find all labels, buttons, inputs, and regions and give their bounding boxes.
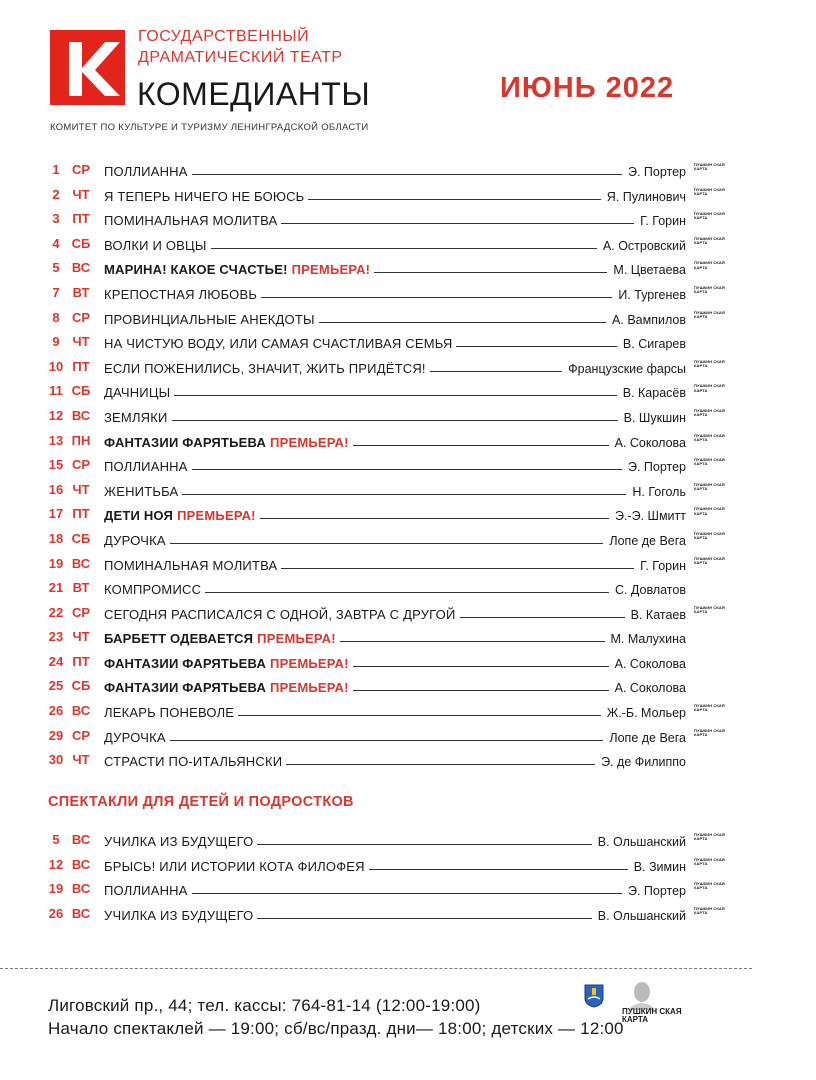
leader-line [260, 518, 609, 519]
row-title: УЧИЛКА ИЗ БУДУЩЕГО [104, 834, 254, 849]
row-title: ЕСЛИ ПОЖЕНИЛИСЬ, ЗНАЧИТ, ЖИТЬ ПРИДЁТСЯ! [104, 360, 426, 376]
row-author: Лопе де Вега [609, 533, 686, 548]
row-day: 26 [48, 703, 64, 719]
pushkin-card-icon: ПУШКИН СКАЯ КАРТА [694, 727, 725, 737]
pushkin-card-icon: ПУШКИН СКАЯ КАРТА [694, 162, 725, 172]
coat-of-arms-icon [584, 984, 604, 1008]
row-author: М. Малухина [610, 632, 686, 647]
row-title: ПОЛЛИАННА [104, 164, 188, 179]
row-author: Французские фарсы [568, 361, 686, 376]
row-weekday: СБ [71, 383, 91, 399]
row-line [104, 856, 686, 874]
row-title: ДУРОЧКА [104, 729, 166, 745]
premiere-badge: ПРЕМЬЕРА! [177, 508, 256, 524]
pushkin-card-logo-label: ПУШКИН СКАЯ КАРТА [622, 1007, 682, 1024]
leader-line [281, 568, 634, 569]
row-weekday: ВС [71, 832, 91, 847]
pushkin-card-icon: ПУШКИН СКАЯ КАРТА [694, 506, 725, 516]
schedule-row [0, 478, 816, 503]
row-author: И. Тургенев [618, 287, 686, 302]
row-line [104, 628, 686, 646]
premiere-badge: ПРЕМЬЕРА! [270, 680, 349, 696]
row-author: Э.-Э. Шмитт [614, 509, 686, 524]
row-author: Н. Гоголь [632, 484, 686, 499]
row-line [104, 579, 686, 597]
pushkin-card-icon: ПУШКИН СКАЯ КАРТА [694, 309, 725, 319]
row-author: В. Катаев [630, 607, 686, 622]
schedule-row [0, 699, 816, 724]
row-line [104, 751, 686, 769]
row-day: 23 [48, 629, 64, 645]
committee-caption: КОМИТЕТ ПО КУЛЬТУРЕ И ТУРИЗМУ ЛЕНИНГРАДСКОЙ ОБЛАСТИ [50, 122, 369, 133]
kids-section-heading: СПЕКТАКЛИ ДЛЯ ДЕТЕЙ И ПОДРОСТКОВ [48, 794, 354, 810]
row-day: 19 [48, 555, 64, 571]
row-day: 24 [48, 653, 64, 669]
row-day: 4 [52, 235, 60, 251]
row-day: 1 [52, 162, 60, 177]
row-title: СЕГОДНЯ РАСПИСАЛСЯ С ОДНОЙ, ЗАВТРА С ДРУГОЙ [104, 606, 456, 622]
row-day: 8 [52, 309, 60, 325]
address-line: Лиговский пр., 44; тел. кассы: 764-81-14 (12:00-19:00) [48, 996, 481, 1015]
theatre-name: КОМЕДИАНТЫ [137, 76, 371, 112]
row-author: Э. Портер [627, 884, 686, 899]
row-author: Г. Горин [640, 558, 686, 573]
leader-line [353, 445, 609, 446]
row-line [104, 235, 686, 253]
row-author: А. Островский [602, 238, 686, 253]
schedule-row [0, 625, 816, 650]
row-day: 19 [48, 881, 64, 897]
kids-schedule-list [0, 828, 816, 926]
pushkin-card-icon: ПУШКИН СКАЯ КАРТА [694, 530, 725, 541]
leader-line [261, 297, 612, 298]
pushkin-card-icon: ПУШКИН СКАЯ КАРТА [694, 407, 725, 418]
row-weekday: СР [71, 457, 91, 473]
premiere-badge: ПРЕМЬЕРА! [257, 631, 336, 647]
row-title: ДАЧНИЦЫ [104, 385, 171, 401]
dashed-divider [0, 968, 752, 969]
row-day: 18 [48, 530, 64, 546]
row-title: ПОЛЛИАННА [104, 459, 188, 475]
row-line [104, 604, 686, 622]
row-author: В. Ольшанский [597, 835, 686, 849]
row-author: Лопе де Вега [609, 730, 686, 745]
row-day: 22 [48, 604, 64, 620]
leader-line [353, 666, 609, 667]
pushkin-card-icon: ПУШКИН СКАЯ КАРТА [694, 457, 725, 467]
row-weekday: СР [71, 727, 91, 743]
start-times-line: Начало спектаклей — 19:00; сб/вс/празд. дни— 18:00; детских — 12:00 [48, 1019, 624, 1038]
schedule-row [0, 256, 816, 281]
leader-line [192, 469, 622, 470]
pushkin-card-icon: ПУШКИН СКАЯ КАРТА [694, 604, 725, 614]
premiere-badge: ПРЕМЬЕРА! [270, 434, 349, 450]
row-weekday: СБ [71, 678, 91, 694]
row-day: 3 [52, 211, 60, 227]
schedule-row [0, 306, 816, 331]
row-line [104, 284, 686, 302]
theatre-logo [50, 30, 125, 105]
row-author: А. Соколова [614, 656, 686, 671]
pushkin-card-icon: ПУШКИН СКАЯ КАРТА [694, 832, 725, 842]
schedule-row [0, 552, 816, 577]
row-line [104, 880, 686, 898]
pushkin-card-icon: ПУШКИН СКАЯ КАРТА [694, 905, 725, 916]
schedule-row [0, 650, 816, 675]
schedule-row [0, 902, 816, 927]
row-line [104, 259, 686, 277]
row-weekday: ПТ [72, 358, 90, 374]
leader-line [430, 371, 562, 372]
row-line [104, 210, 686, 228]
row-day: 5 [52, 832, 60, 847]
row-weekday: СР [71, 604, 91, 620]
row-day: 17 [48, 506, 64, 522]
leader-line [308, 199, 600, 200]
pushkin-card-icon: ПУШКИН СКАЯ КАРТА [694, 186, 725, 196]
row-weekday: ПТ [72, 506, 90, 522]
row-line [104, 702, 686, 720]
row-day: 13 [48, 432, 64, 448]
row-line [104, 481, 686, 499]
row-author: М. Цветаева [613, 263, 686, 278]
row-weekday: ВС [71, 555, 91, 571]
schedule-row [0, 877, 816, 902]
pushkin-card-icon: ПУШКИН СКАЯ КАРТА [694, 211, 725, 221]
row-day: 2 [52, 186, 60, 202]
pushkin-card-icon: ПУШКИН СКАЯ КАРТА [694, 260, 725, 270]
row-title: НА ЧИСТУЮ ВОДУ, ИЛИ САМАЯ СЧАСТЛИВАЯ СЕМЬЯ [104, 336, 453, 352]
pushkin-card-logo [622, 980, 684, 1032]
row-title: ПРОВИНЦИАЛЬНЫЕ АНЕКДОТЫ [104, 311, 315, 327]
row-weekday: ПТ [72, 653, 90, 669]
leader-line [374, 272, 607, 273]
row-weekday: ПТ [72, 211, 90, 227]
schedule-row [0, 748, 816, 773]
leader-line [286, 764, 595, 765]
row-line [104, 831, 686, 849]
row-line [104, 358, 686, 376]
row-day: 12 [48, 856, 64, 872]
row-author: В. Ольшанский [597, 908, 686, 923]
row-author: А. Соколова [614, 435, 686, 450]
row-line [104, 677, 686, 695]
row-weekday: ВС [71, 905, 91, 921]
schedule-row [0, 355, 816, 380]
row-weekday: ЧТ [72, 186, 90, 202]
schedule-row [0, 453, 816, 478]
row-title: ФАНТАЗИИ ФАРЯТЬЕВА [104, 655, 267, 671]
row-title: ЗЕМЛЯКИ [104, 409, 168, 425]
row-title: Я ТЕПЕРЬ НИЧЕГО НЕ БОЮСЬ [104, 188, 305, 204]
schedule-row [0, 183, 816, 208]
row-line [104, 432, 686, 450]
row-day: 26 [48, 905, 64, 921]
row-line [104, 333, 686, 351]
pushkin-card-icon: ПУШКИН СКАЯ КАРТА [694, 481, 725, 492]
month-title: ИЮНЬ 2022 [500, 72, 675, 104]
poster-header [0, 0, 816, 150]
pushkin-card-icon: ПУШКИН СКАЯ КАРТА [694, 555, 725, 565]
leader-line [257, 918, 591, 919]
schedule-row [0, 207, 816, 232]
leader-line [369, 869, 628, 870]
row-author: В. Сигарев [622, 337, 686, 352]
leader-line [353, 690, 609, 691]
row-author: А. Вампилов [612, 312, 686, 327]
row-line [104, 161, 686, 179]
pushkin-card-icon: ПУШКИН СКАЯ КАРТА [694, 703, 725, 713]
schedule-row [0, 724, 816, 749]
row-title: ДЕТИ НОЯ [104, 508, 174, 524]
row-weekday: ВС [71, 407, 91, 423]
row-day: 21 [48, 580, 64, 596]
leader-line [174, 395, 616, 396]
row-author: В. Карасёв [622, 386, 686, 401]
row-weekday: СР [71, 162, 91, 177]
row-author: В. Шукшин [623, 410, 686, 425]
leader-line [170, 543, 604, 544]
row-weekday: ВТ [72, 580, 90, 596]
row-author: А. Соколова [614, 681, 686, 696]
row-weekday: ЧТ [72, 334, 90, 350]
row-author: Э. де Филиппо [601, 755, 686, 770]
schedule-row [0, 158, 816, 183]
leader-line [182, 494, 626, 495]
row-title: ДУРОЧКА [104, 532, 166, 548]
row-day: 9 [52, 334, 60, 350]
row-day: 10 [48, 358, 64, 374]
row-line [104, 727, 686, 745]
row-line [104, 456, 686, 474]
leader-line [340, 641, 605, 642]
row-day: 16 [48, 481, 64, 497]
row-day: 11 [49, 383, 63, 399]
row-title: УЧИЛКА ИЗ БУДУЩЕГО [104, 907, 254, 923]
row-line [104, 505, 686, 523]
row-title: ФАНТАЗИИ ФАРЯТЬЕВА [104, 434, 267, 450]
pushkin-card-icon: ПУШКИН СКАЯ КАРТА [694, 383, 725, 393]
row-weekday: СБ [71, 530, 91, 546]
schedule-row [0, 674, 816, 699]
row-author: Э. Портер [627, 460, 686, 475]
pushkin-card-icon: ПУШКИН СКАЯ КАРТА [694, 235, 725, 246]
row-weekday: ВТ [72, 284, 90, 300]
row-title: ФАНТАЗИИ ФАРЯТЬЕВА [104, 680, 267, 696]
row-day: 29 [48, 727, 64, 743]
leader-line [460, 617, 625, 618]
row-day: 5 [52, 260, 60, 276]
schedule-row [0, 502, 816, 527]
pushkin-card-icon: ПУШКИН СКАЯ КАРТА [694, 358, 725, 369]
row-author: В. Зимин [633, 859, 686, 874]
schedule-row [0, 576, 816, 601]
row-day: 12 [48, 407, 64, 423]
schedule-row [0, 281, 816, 306]
schedule-row [0, 404, 816, 429]
schedule-row [0, 601, 816, 626]
row-weekday: ЧТ [72, 752, 90, 768]
row-weekday: ЧТ [72, 481, 90, 497]
leader-line [172, 420, 618, 421]
row-line [104, 407, 686, 425]
leader-line [211, 248, 597, 249]
leader-line [456, 346, 616, 347]
row-day: 15 [48, 457, 64, 473]
row-title: ВОЛКИ И ОВЦЫ [104, 237, 207, 253]
leader-line [170, 740, 604, 741]
premiere-badge: ПРЕМЬЕРА! [291, 262, 371, 278]
row-day: 30 [48, 752, 64, 768]
row-weekday: ПН [71, 432, 91, 448]
pushkin-card-icon: ПУШКИН СКАЯ КАРТА [694, 284, 725, 295]
row-title: БАРБЕТТ ОДЕВАЕТСЯ [104, 631, 254, 647]
schedule-row [0, 379, 816, 404]
row-title: БРЫСЬ! ИЛИ ИСТОРИИ КОТА ФИЛОФЕЯ [104, 858, 365, 874]
row-weekday: СР [71, 309, 91, 325]
row-title: ПОМИНАЛЬНАЯ МОЛИТВА [104, 213, 278, 229]
row-line [104, 905, 686, 923]
leader-line [205, 592, 609, 593]
row-author: Э. Портер [627, 165, 686, 179]
pushkin-card-icon: ПУШКИН СКАЯ КАРТА [694, 432, 725, 442]
row-line [104, 530, 686, 548]
row-line [104, 309, 686, 327]
row-title: ПОЛЛИАННА [104, 883, 188, 899]
row-title: КОМПРОМИСС [104, 582, 202, 598]
row-weekday: ЧТ [72, 629, 90, 645]
schedule-row [0, 853, 816, 878]
leader-line [238, 715, 601, 716]
theatre-type-line2: ДРАМАТИЧЕСКИЙ ТЕАТР [138, 49, 343, 66]
row-weekday: ВС [71, 856, 91, 872]
row-line [104, 653, 686, 671]
row-title: ЛЕКАРЬ ПОНЕВОЛЕ [104, 705, 235, 721]
row-weekday: ВС [71, 881, 91, 897]
schedule-row [0, 330, 816, 355]
schedule-row [0, 828, 816, 853]
row-title: КРЕПОСТНАЯ ЛЮБОВЬ [104, 286, 258, 302]
row-day: 7 [52, 284, 60, 300]
row-weekday: СБ [71, 235, 91, 251]
premiere-badge: ПРЕМЬЕРА! [270, 655, 349, 671]
row-author: Ж.-Б. Мольер [606, 706, 686, 721]
row-line [104, 555, 686, 573]
row-title: МАРИНА! КАКОЕ СЧАСТЬЕ! [104, 262, 288, 278]
theatre-type-line1: ГОСУДАРСТВЕННЫЙ [138, 28, 310, 45]
row-author: Я. Пулинович [606, 189, 686, 204]
leader-line [319, 322, 606, 323]
row-line [104, 382, 686, 400]
schedule-list [0, 158, 816, 773]
pushkin-card-icon: ПУШКИН СКАЯ КАРТА [694, 856, 725, 866]
leader-line [192, 893, 622, 894]
row-day: 25 [48, 678, 64, 694]
schedule-row [0, 429, 816, 454]
row-line [104, 186, 686, 204]
leader-line [257, 844, 591, 845]
leader-line [192, 174, 622, 175]
row-title: СТРАСТИ ПО-ИТАЛЬЯНСКИ [104, 754, 283, 770]
row-author: С. Довлатов [614, 583, 686, 598]
row-author: Г. Горин [640, 214, 686, 229]
schedule-row [0, 527, 816, 552]
pushkin-card-icon: ПУШКИН СКАЯ КАРТА [694, 881, 725, 891]
schedule-row [0, 232, 816, 257]
row-title: ЖЕНИТЬБА [104, 483, 179, 499]
row-weekday: ВС [71, 703, 91, 719]
row-title: ПОМИНАЛЬНАЯ МОЛИТВА [104, 557, 278, 573]
leader-line [281, 223, 634, 224]
row-weekday: ВС [71, 260, 91, 276]
